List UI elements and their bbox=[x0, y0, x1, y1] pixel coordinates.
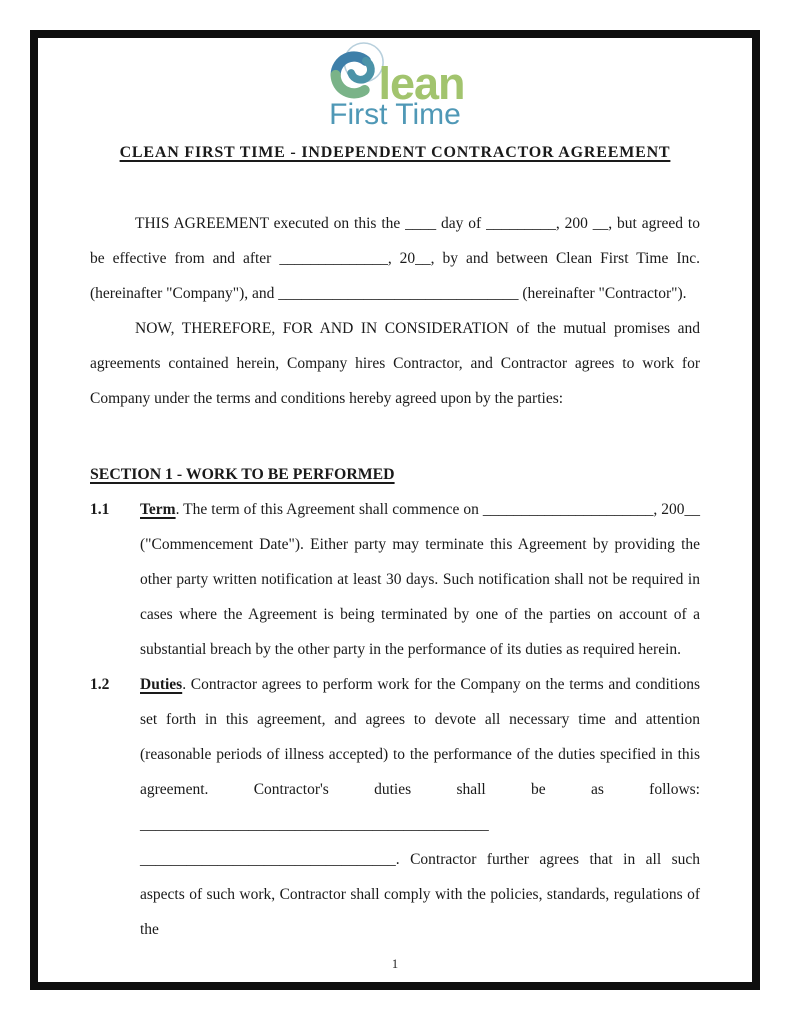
clause-label: Duties bbox=[140, 676, 183, 693]
clause-number: 1.2 bbox=[90, 676, 110, 693]
clause-number: 1.1 bbox=[90, 501, 110, 518]
page-number: 1 bbox=[391, 957, 399, 971]
clause-1-2 bbox=[90, 667, 700, 947]
logo-wordmark-lean: lean bbox=[378, 57, 465, 109]
clause-body: . The term of this Agreement shall commence on ______________________, 200__ ("Commencement Date"). Either party may terminate this Agreement by providing the other party written notification at least 30 days. Such notification shall not be required in cases where the Agreement is being terminated by one of the parties on account of a substantial breach by the other party in the performance of its duties as required herein. bbox=[140, 501, 700, 658]
section-1-heading: SECTION 1 - WORK TO BE PERFORMED bbox=[90, 466, 395, 483]
intro-paragraph-2: NOW, THEREFORE, FOR AND IN CONSIDERATION of the mutual promises and agreements contained herein, Company hires Contractor, and Contractor agrees to work for Company under the terms and conditions hereby agreed upon by the parties: bbox=[90, 320, 700, 407]
company-logo bbox=[90, 42, 700, 130]
clause-text bbox=[140, 667, 700, 947]
clause-text bbox=[140, 492, 700, 667]
logo-clean-row bbox=[325, 42, 465, 109]
logo-wordmark-first-time: First Time bbox=[329, 98, 461, 131]
document-title: CLEAN FIRST TIME - INDEPENDENT CONTRACTOR AGREEMENT bbox=[119, 144, 671, 161]
intro-paragraph-1: THIS AGREEMENT executed on this the ____ day of _________, 200 __, but agreed to be effective from and after ______________, 20__, by and between Clean First Time Inc. (hereinafter "Company"), and _______________________________ (hereinafter "Contractor"). bbox=[90, 215, 700, 302]
clause-label: Term bbox=[140, 501, 176, 518]
clause-body: . Contractor agrees to perform work for the Company on the terms and conditions set forth in this agreement, and agrees to devote all necessary time and attention (reasonable periods of illness accepted) to the performance of the duties specified in this agreement. Contractor's duties shall be as follows: _____________________________________________ _________________________________. Contractor further agrees that in all such aspects of such work, Contractor shall comply with the policies, standards, regulations of the bbox=[140, 676, 700, 938]
page-border bbox=[30, 30, 760, 990]
clause-1-1 bbox=[90, 492, 700, 667]
